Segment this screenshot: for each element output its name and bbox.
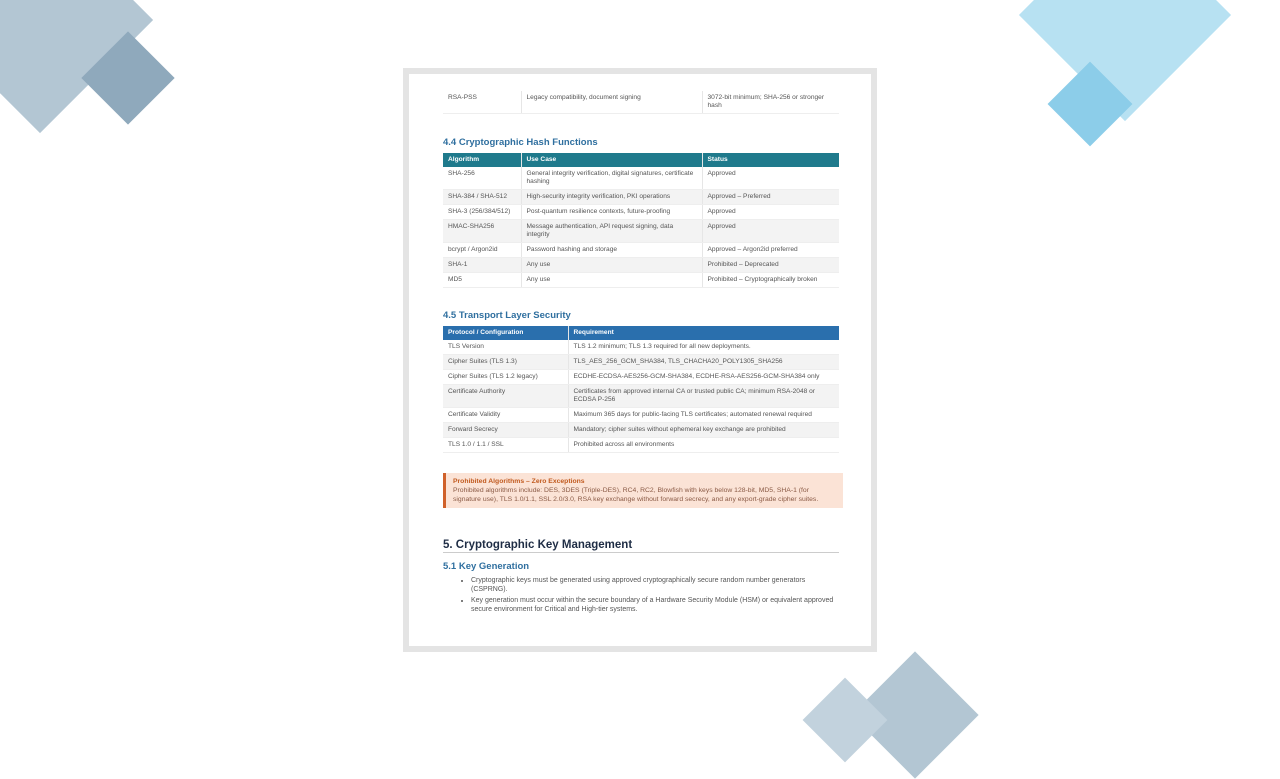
prohibited-callout: [443, 473, 843, 508]
table-row: [443, 167, 839, 190]
cell: TLS_AES_256_GCM_SHA384, TLS_CHACHA20_POLY1305_SHA256: [568, 355, 839, 370]
cell: 3072-bit minimum; SHA-256 or stronger hash: [702, 91, 839, 114]
tls-table: [443, 326, 839, 453]
document-page: [409, 74, 871, 646]
cell: Forward Secrecy: [443, 423, 568, 438]
cell: TLS 1.2 minimum; TLS 1.3 required for all new deployments.: [568, 340, 839, 355]
table-row: [443, 220, 839, 243]
list-item: • Cryptographic keys must be generated using approved cryptographically secure random number generators (CSPRNG).: [471, 576, 839, 594]
cell: Legacy compatibility, document signing: [521, 91, 702, 114]
table-row: [443, 205, 839, 220]
cell: ECDHE-ECDSA-AES256-GCM-SHA384, ECDHE-RSA-AES256-GCM-SHA384 only: [568, 370, 839, 385]
table-row: [443, 438, 839, 453]
callout-title: Prohibited Algorithms – Zero Exceptions: [453, 478, 585, 485]
table-row: [443, 340, 839, 355]
hash-table: [443, 153, 839, 288]
cell: TLS 1.0 / 1.1 / SSL: [443, 438, 568, 453]
col-header: Algorithm: [443, 153, 521, 167]
tls-heading: 4.5 Transport Layer Security: [443, 310, 571, 321]
cell: Approved: [702, 205, 839, 220]
cell: bcrypt / Argon2id: [443, 243, 521, 258]
table-row: [443, 258, 839, 273]
cell: SHA-3 (256/384/512): [443, 205, 521, 220]
cell: SHA-384 / SHA-512: [443, 190, 521, 205]
col-header: Protocol / Configuration: [443, 326, 568, 340]
cell: SHA-1: [443, 258, 521, 273]
table-row: [443, 273, 839, 288]
cell: TLS Version: [443, 340, 568, 355]
cell: Prohibited – Cryptographically broken: [702, 273, 839, 288]
cell: Approved – Argon2id preferred: [702, 243, 839, 258]
hash-heading: 4.4 Cryptographic Hash Functions: [443, 137, 598, 148]
table-row: [443, 243, 839, 258]
table-row: [443, 190, 839, 205]
cell: Prohibited – Deprecated: [702, 258, 839, 273]
cell: Mandatory; cipher suites without ephemeral key exchange are prohibited: [568, 423, 839, 438]
subsection-heading: 5.1 Key Generation: [443, 561, 530, 572]
cell: General integrity verification, digital signatures, certificate hashing: [521, 167, 702, 190]
cell: SHA-256: [443, 167, 521, 190]
table-row: [443, 91, 839, 114]
cell: Approved – Preferred: [702, 190, 839, 205]
cell: Certificate Authority: [443, 385, 568, 408]
bullet-list: [443, 576, 839, 614]
cell: Any use: [521, 258, 702, 273]
cell: Prohibited across all environments: [568, 438, 839, 453]
cell: Certificates from approved internal CA or trusted public CA; minimum RSA-2048 or ECDSA P-256: [568, 385, 839, 408]
prev-table: [443, 91, 839, 114]
cell: Approved: [702, 220, 839, 243]
col-header: Requirement: [573, 329, 614, 336]
cell: Password hashing and storage: [521, 243, 702, 258]
table-row: [443, 355, 839, 370]
col-header: Use Case: [521, 153, 702, 167]
cell: Cipher Suites (TLS 1.3): [443, 355, 568, 370]
cell: Post-quantum resilience contexts, future-proofing: [521, 205, 702, 220]
section-heading: 5. Cryptographic Key Management: [443, 539, 839, 553]
cell: Message authentication, API request signing, data integrity: [521, 220, 702, 243]
table-row: [443, 370, 839, 385]
cell: Maximum 365 days for public-facing TLS certificates; automated renewal required: [568, 408, 839, 423]
cell: RSA-PSS: [443, 91, 521, 114]
cell: Certificate Validity: [443, 408, 568, 423]
list-item: • Key generation must occur within the secure boundary of a Hardware Security Module (HSM) or equivalent approved secure environment for Critical and High-tier systems.: [471, 596, 839, 614]
table-row: [443, 385, 839, 408]
callout-body: Prohibited algorithms include: DES, 3DES (Triple-DES), RC4, RC2, Blowfish with keys below 128-bit, MD5, SHA-1 (for signature use), TLS 1.0/1.1, SSL 2.0/3.0, RSA key exchange without forward secrecy, and any export-grade cipher suites.: [453, 487, 819, 503]
cell: MD5: [443, 273, 521, 288]
cell: Any use: [521, 273, 702, 288]
cell: High-security integrity verification, PKI operations: [521, 190, 702, 205]
table-row: [443, 423, 839, 438]
cell: Approved: [702, 167, 839, 190]
col-header: Status: [707, 156, 728, 163]
cell: HMAC-SHA256: [443, 220, 521, 243]
cell: Cipher Suites (TLS 1.2 legacy): [443, 370, 568, 385]
table-row: [443, 408, 839, 423]
